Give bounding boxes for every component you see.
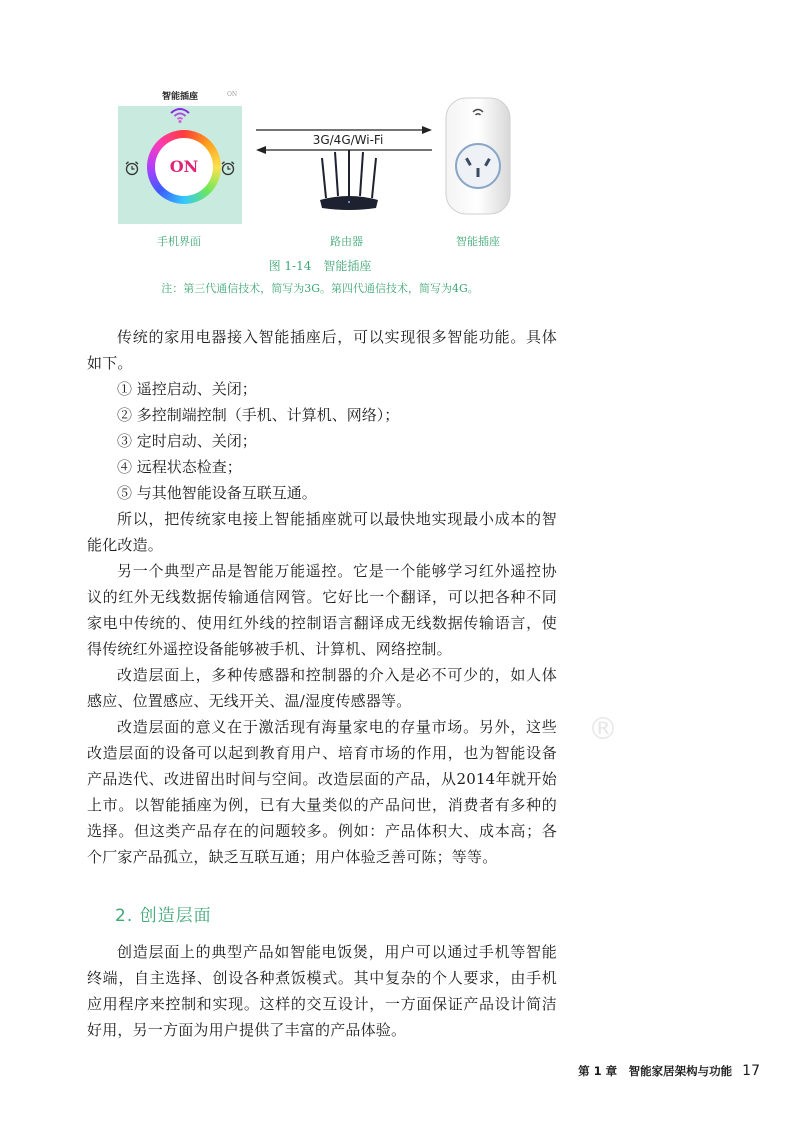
power-ring-center (155, 138, 213, 196)
body-text (87, 324, 557, 870)
list-item: ⑤ 与其他智能设备互联互通。 (117, 484, 317, 502)
list-item: ④ 远程状态检查； (117, 458, 242, 476)
phone-interface-illustration (118, 84, 242, 224)
wifi-icon (168, 106, 192, 124)
list-item: ② 多控制端控制（手机、计算机、网络）； (117, 406, 400, 424)
power-ring-button (147, 130, 221, 204)
paragraph: 传统的家用电器接入智能插座后，可以实现很多智能功能。具体如下。 (87, 328, 557, 372)
router-icon (318, 150, 380, 214)
label-smart-socket: 智能插座 (456, 235, 500, 248)
list-item: ③ 定时启动、关闭； (117, 432, 257, 450)
connection-label: 3G/4G/Wi-Fi (312, 133, 384, 147)
paragraph: 所以，把传统家电接上智能插座就可以最快地实现最小成本的智能化改造。 (87, 510, 557, 554)
paragraph: 另一个典型产品是智能万能遥控。它是一个能够学习红外遥控协议的红外无线数据传输通信网管。它好比一个翻译，可以把各种不同家电中传统的、使用红外线的控制语言翻译成无线数据传输语言，使得传统红外遥控设备能够被手机、计算机、网络控制。 (87, 562, 557, 658)
paragraph: 改造层面上，多种传感器和控制器的介入是必不可少的，如人体感应、位置感应、无线开关、温/湿度传感器等。 (87, 666, 557, 710)
figure-smart-socket (0, 0, 800, 300)
phone-screen-title: 智能插座 (161, 92, 198, 102)
page-number: 17 (742, 1063, 760, 1079)
section-heading: 2. 创造层面 (115, 906, 212, 926)
label-router: 路由器 (330, 235, 363, 248)
page-footer (560, 1063, 760, 1079)
figure-caption: 图 1-14 智能插座 (268, 259, 372, 273)
watermark-registered-mark: ® (588, 712, 618, 747)
on-label: ON (169, 157, 199, 176)
phone-corner-text: ON (227, 91, 238, 98)
list-item: ① 遥控启动、关闭； (117, 380, 257, 398)
chapter-title: 第 1 章 智能家居架构与功能 (578, 1064, 733, 1078)
alarm-clock-icon (220, 160, 236, 176)
smart-socket-icon (440, 96, 516, 216)
figure-note: 注：第三代通信技术，简写为3G。第四代通信技术，简写为4G。 (161, 282, 479, 295)
phone-title-bar (118, 84, 242, 106)
section-body-text (87, 939, 557, 1043)
alarm-clock-icon (124, 160, 140, 176)
label-phone-interface: 手机界面 (157, 235, 201, 248)
paragraph: 创造层面上的典型产品如智能电饭煲，用户可以通过手机等智能终端，自主选择、创设各种煮饭模式。其中复杂的个人要求，由手机应用程序来控制和实现。这样的交互设计，一方面保证产品设计简洁好用，另一方面为用户提供了丰富的产品体验。 (87, 943, 557, 1039)
paragraph: 改造层面的意义在于激活现有海量家电的存量市场。另外，这些改造层面的设备可以起到教育用户、培育市场的作用，也为智能设备产品迭代、改进留出时间与空间。改造层面的产品，从2014年就开始上市。以智能插座为例，已有大量类似的产品问世，消费者有多种的选择。但这类产品存在的问题较多。例如：产品体积大、成本高；各个厂家产品孤立，缺乏互联互通；用户体验乏善可陈；等等。 (87, 718, 557, 866)
